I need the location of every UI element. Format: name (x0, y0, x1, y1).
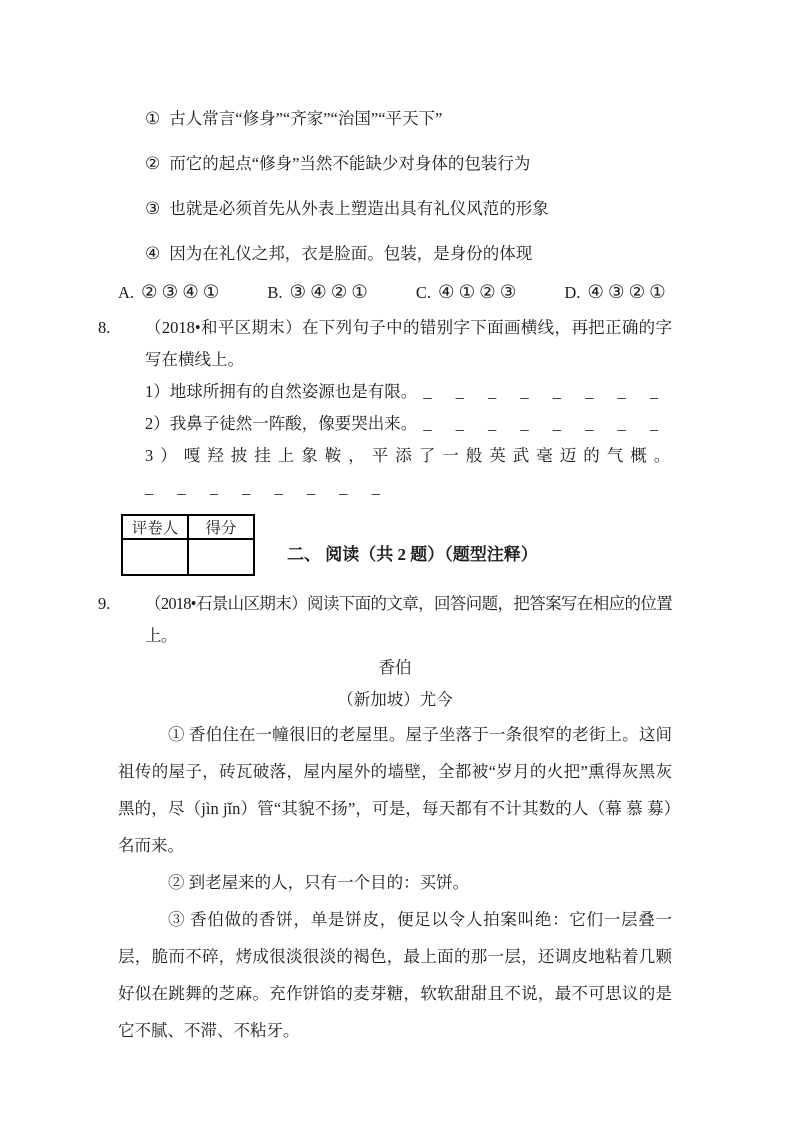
circled-number: ④ (145, 244, 161, 263)
sequence-item-text: 古人常言“修身”“齐家”“治国”“平天下” (169, 109, 443, 128)
page-content (98, 96, 678, 1049)
option-d (564, 276, 669, 310)
sequence-item (145, 141, 672, 186)
sub-item-text: 1）地球所拥有的自然姿源也是有限。 (145, 382, 418, 401)
option-value: ④③②① (587, 283, 670, 303)
option-b (267, 276, 371, 310)
section-2-heading: 二、 阅读（共 2 题）（题型注释） (287, 545, 538, 564)
answer-blank-line: _ _ _ _ _ _ _ _ (423, 414, 664, 433)
question-8-sub-item-2 (145, 408, 672, 440)
passage-paragraph-2: ② 到老屋来的人，只有一个目的：买饼。 (168, 873, 470, 892)
sequence-item (145, 96, 672, 141)
passage-body (118, 716, 672, 1049)
question-8 (98, 312, 678, 504)
question-8-sub-item-3 (145, 440, 678, 472)
question-8-sub-item-1 (145, 376, 672, 408)
question-9-stem: （2018•石景山区期末）阅读下面的文章，回答问题，把答案写在相应的位置上。 (145, 594, 672, 645)
option-label: C. (415, 283, 432, 302)
passage-title: 香伯 (378, 658, 412, 677)
grader-score-table (121, 514, 255, 576)
question-8-body (145, 312, 678, 504)
question7-options-row (118, 276, 672, 310)
option-label: B. (267, 283, 283, 302)
question-9 (98, 588, 672, 652)
option-label: D. (564, 283, 581, 302)
question-8-sub-item-3-blanks (145, 472, 672, 504)
question-number: 9. (98, 594, 111, 613)
sequence-item-text: 因为在礼仪之邦，衣是脸面。包装，是身份的体现 (169, 244, 533, 263)
grader-header-cell: 评卷人 (122, 515, 188, 539)
option-value: ③④②① (289, 283, 372, 303)
question-number: 8. (98, 318, 111, 337)
answer-blank-line: _ _ _ _ _ _ _ _ (145, 478, 385, 497)
score-header-cell: 得分 (188, 515, 254, 539)
answer-blank-line: _ _ _ _ _ _ _ _ (423, 382, 664, 401)
grader-table-header-row (122, 515, 254, 539)
passage-paragraph-1: ① 香伯住在一幢很旧的老屋里。屋子坐落于一条很窄的老街上。这间祖传的屋子，砖瓦破落，屋内屋外的墙壁，全都被“岁月的火把”熏得灰黑灰黑的，尽（jìn jǐn）管“其貌不扬”，可是，每天都有不计其数的人（幕 慕 募）名而来。 (118, 725, 672, 855)
passage-byline: （新加坡）尤今 (337, 690, 453, 709)
grader-table-section (98, 514, 672, 576)
sub-item-text: 2）我鼻子徒然一阵酸，像要哭出来。 (145, 414, 418, 433)
sub-item-text: 3）嘎羟披挂上象鞍，平添了一般英武毫迈的气概。 (145, 446, 678, 465)
passage-paragraph-3: ③ 香伯做的香饼，单是饼皮，便足以令人拍案叫绝：它们一层叠一层，脆而不碎，烤成很淡很淡的褐色，最上面的那一层，还调皮地粘着几颗好似在跳舞的芝麻。充作饼馅的麦芽糖，软软甜甜且不说，最不可思议的是它不腻、不滞、不粘牙。 (118, 910, 672, 1040)
circled-number: ② (145, 154, 161, 173)
sequence-item (145, 186, 672, 231)
circled-number: ③ (145, 199, 161, 218)
circled-number: ① (145, 109, 161, 128)
option-value: ②③④① (141, 283, 224, 303)
question-8-stem: （2018•和平区期末）在下列句子中的错别字下面画横线，再把正确的字写在横线上。 (145, 318, 672, 369)
sequence-item (145, 231, 672, 276)
option-label: A. (118, 283, 135, 302)
question7-sequence-list (98, 96, 672, 276)
option-value: ④①②③ (438, 283, 521, 303)
sequence-item-text: 而它的起点“修身”当然不能缺少对身体的包装行为 (169, 154, 531, 173)
sequence-item-text: 也就是必须首先从外表上塑造出具有礼仪风范的形象 (169, 199, 549, 218)
grader-value-cell (122, 539, 188, 575)
score-value-cell (188, 539, 254, 575)
grader-table-value-row (122, 539, 254, 575)
option-a (118, 276, 223, 310)
option-c (416, 276, 520, 310)
